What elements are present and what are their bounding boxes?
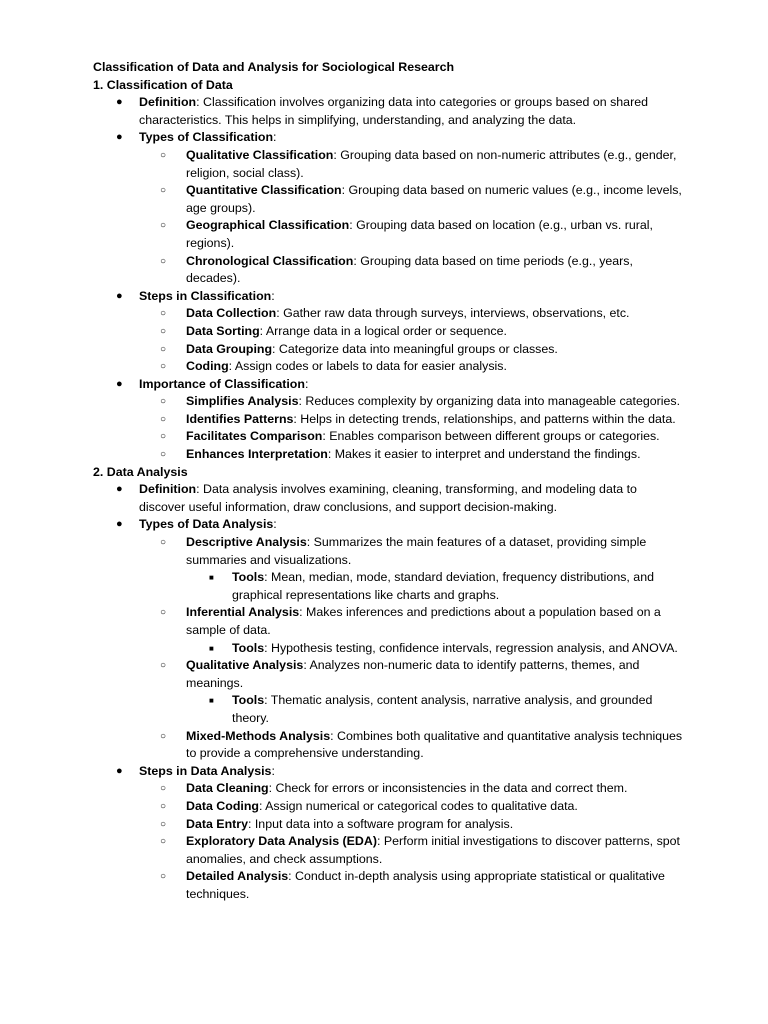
- item-description: : Mean, median, mode, standard deviation, frequency distributions, and graphical representations like charts and graphs.: [232, 570, 654, 602]
- item-text: [186, 324, 507, 338]
- sub-bullet-item: [139, 728, 683, 763]
- item-term: Definition: [139, 482, 197, 497]
- section-heading-text: 1. Classification of Data: [93, 77, 233, 92]
- item-term: Exploratory Data Analysis (EDA): [186, 834, 377, 849]
- item-term: Tools: [232, 693, 265, 708]
- bullet-marker: ○: [160, 537, 167, 549]
- item-text: [186, 781, 627, 795]
- item-term: Qualitative Analysis: [186, 658, 304, 673]
- bullet-marker: ○: [160, 361, 167, 373]
- bullet-list: [139, 534, 683, 763]
- item-term: Detailed Analysis: [186, 869, 289, 884]
- item-description: : Categorize data into meaningful groups or classes.: [272, 341, 558, 356]
- item-description: : Combines both qualitative and quantitative analysis techniques to provide a comprehensive understanding.: [186, 728, 683, 761]
- item-description: : Data analysis involves examining, cleaning, transforming, and modeling data to discover useful information, draw conclusions, and support decision-making.: [139, 482, 637, 514]
- item-term: Coding: [186, 359, 229, 374]
- item-text: [139, 288, 683, 306]
- sub-bullet-item: [139, 147, 683, 182]
- item-term: Facilitates Comparison: [186, 429, 323, 444]
- bullet-list: [186, 569, 683, 604]
- item-text: [186, 342, 558, 356]
- item-description: : Grouping data based on time periods (e.g., years, decades).: [186, 253, 633, 286]
- bullet-marker: ○: [160, 871, 167, 883]
- bullet-marker: ○: [160, 431, 167, 443]
- sub-bullet-item: [139, 446, 683, 464]
- item-description: : Classification involves organizing data into categories or groups based on shared characteristics. This helps in simplifying, understanding, and analyzing the data.: [139, 95, 648, 127]
- item-text: [186, 183, 682, 215]
- bullet-marker: ○: [160, 396, 167, 408]
- item-term: Data Sorting: [186, 323, 260, 338]
- item-text: [139, 763, 683, 781]
- item-text: [186, 799, 578, 813]
- sub-bullet-item: [139, 657, 683, 727]
- bullet-marker: ●: [116, 289, 123, 302]
- item-description: :: [273, 517, 277, 532]
- item-description: :: [273, 130, 277, 145]
- bullet-marker: ○: [160, 800, 167, 812]
- bullet-marker: ●: [116, 96, 123, 109]
- item-term: Inferential Analysis: [186, 605, 300, 620]
- sub-bullet-item: [139, 182, 683, 217]
- bullet-marker: ○: [160, 308, 167, 320]
- item-term: Chronological Classification: [186, 253, 354, 268]
- item-description: : Assign numerical or categorical codes to qualitative data.: [258, 798, 578, 813]
- sub-bullet-item: [139, 798, 683, 816]
- bullet-item: [93, 94, 683, 129]
- item-description: : Reduces complexity by organizing data into manageable categories.: [298, 394, 681, 409]
- bullet-marker: ■: [209, 643, 214, 653]
- item-text: [186, 359, 507, 373]
- item-text: [186, 429, 660, 443]
- sub-sub-bullet-item: [186, 569, 683, 604]
- item-description: : Perform initial investigations to discover patterns, spot anomalies, and check assumptions.: [186, 834, 680, 866]
- bullet-list: [186, 640, 683, 658]
- bullet-marker: ●: [116, 131, 123, 144]
- sub-sub-bullet-item: [186, 640, 683, 658]
- section-heading: [93, 464, 683, 482]
- item-text: [186, 218, 653, 250]
- sub-bullet-item: [139, 604, 683, 657]
- bullet-list: [139, 393, 683, 463]
- item-term: Tools: [232, 640, 265, 655]
- bullet-marker: ■: [209, 573, 214, 583]
- section: [93, 464, 683, 904]
- sub-bullet-item: [139, 305, 683, 323]
- bullet-marker: ○: [160, 325, 167, 337]
- bullet-list: [186, 692, 683, 727]
- bullet-list: [93, 481, 683, 903]
- item-description: : Grouping data based on numeric values (e.g., income levels, age groups).: [186, 183, 682, 215]
- item-description: : Gather raw data through surveys, interviews, observations, etc.: [276, 306, 630, 321]
- bullet-marker: ●: [116, 518, 123, 531]
- item-text: [232, 693, 652, 725]
- bullet-marker: ○: [160, 343, 167, 355]
- item-text: [186, 658, 639, 690]
- bullet-marker: ●: [116, 483, 123, 496]
- bullet-list: [139, 780, 683, 903]
- item-text: [232, 570, 654, 602]
- bullet-list: [93, 94, 683, 463]
- item-text: [186, 869, 665, 901]
- item-description: : Grouping data based on location (e.g., urban vs. rural, regions).: [186, 218, 653, 250]
- item-description: : Conduct in-depth analysis using appropriate statistical or qualitative techniques.: [186, 869, 665, 901]
- item-term: Steps in Classification: [139, 288, 272, 303]
- item-description: : Check for errors or inconsistencies in the data and correct them.: [268, 781, 628, 796]
- item-description: : Arrange data in a logical order or sequence.: [259, 323, 507, 338]
- item-description: : Assign codes or labels to data for easier analysis.: [228, 359, 507, 374]
- bullet-marker: ○: [160, 185, 167, 197]
- item-term: Types of Data Analysis: [139, 517, 274, 532]
- item-text: [139, 94, 683, 129]
- bullet-marker: ○: [160, 607, 167, 619]
- bullet-marker: ○: [160, 836, 167, 848]
- item-description: : Enables comparison between different groups or categories.: [322, 429, 660, 444]
- sub-bullet-item: [139, 411, 683, 429]
- item-term: Descriptive Analysis: [186, 535, 307, 550]
- bullet-marker: ●: [116, 377, 123, 390]
- item-description: : Analyzes non-numeric data to identify patterns, themes, and meanings.: [186, 658, 640, 690]
- item-description: : Hypothesis testing, confidence intervals, regression analysis, and ANOVA.: [264, 640, 678, 655]
- sub-bullet-item: [139, 323, 683, 341]
- section: [93, 77, 683, 464]
- item-term: Mixed-Methods Analysis: [186, 728, 331, 743]
- sub-bullet-item: [139, 428, 683, 446]
- item-term: Geographical Classification: [186, 218, 350, 233]
- item-term: Data Entry: [186, 816, 248, 831]
- bullet-list: [139, 305, 683, 375]
- sub-bullet-item: [139, 816, 683, 834]
- item-term: Data Coding: [186, 798, 259, 813]
- item-text: [186, 148, 676, 180]
- bullet-marker: ■: [209, 696, 214, 706]
- item-term: Importance of Classification: [139, 376, 305, 391]
- item-term: Simplifies Analysis: [186, 394, 299, 409]
- bullet-marker: ○: [160, 220, 167, 232]
- item-term: Data Cleaning: [186, 781, 269, 796]
- sub-bullet-item: [139, 534, 683, 604]
- item-term: Identifies Patterns: [186, 411, 294, 426]
- item-term: Qualitative Classification: [186, 147, 334, 162]
- section-heading-text: 2. Data Analysis: [93, 464, 188, 479]
- sub-bullet-item: [139, 868, 683, 903]
- item-description: : Thematic analysis, content analysis, narrative analysis, and grounded theory.: [232, 693, 653, 725]
- section-heading: [93, 77, 683, 95]
- item-description: : Makes it easier to interpret and understand the findings.: [327, 447, 641, 462]
- sub-bullet-item: [139, 217, 683, 252]
- sub-bullet-item: [139, 358, 683, 376]
- item-term: Data Grouping: [186, 341, 273, 356]
- item-description: : Makes inferences and predictions about a population based on a sample of data.: [186, 605, 661, 637]
- item-text: [186, 817, 513, 831]
- bullet-item: [93, 516, 683, 762]
- item-term: Steps in Data Analysis: [139, 763, 272, 778]
- item-text: [139, 481, 683, 516]
- sub-bullet-item: [139, 833, 683, 868]
- item-text: [186, 254, 633, 286]
- sub-bullet-item: [139, 780, 683, 798]
- item-text: [186, 729, 682, 761]
- item-description: :: [271, 763, 275, 778]
- bullet-marker: ○: [160, 660, 167, 672]
- bullet-item: [93, 481, 683, 516]
- item-description: : Input data into a software program for analysis.: [247, 816, 514, 831]
- item-description: : Helps in detecting trends, relationships, and patterns within the data.: [293, 411, 676, 426]
- item-term: Data Collection: [186, 306, 277, 321]
- sub-bullet-item: [139, 341, 683, 359]
- bullet-marker: ○: [160, 149, 167, 161]
- bullet-marker: ○: [160, 818, 167, 830]
- bullet-list: [139, 147, 683, 288]
- sub-bullet-item: [139, 393, 683, 411]
- item-term: Tools: [232, 570, 265, 585]
- document-sections: [93, 77, 683, 904]
- bullet-marker: ○: [160, 730, 167, 742]
- item-text: [186, 535, 646, 567]
- sub-sub-bullet-item: [186, 692, 683, 727]
- bullet-marker: ○: [160, 449, 167, 461]
- item-term: Definition: [139, 95, 197, 110]
- item-text: [139, 516, 683, 534]
- item-text: [139, 129, 683, 147]
- bullet-marker: ●: [116, 764, 123, 777]
- item-description: : Grouping data based on non-numeric attributes (e.g., gender, religion, social class).: [186, 147, 677, 180]
- item-text: [186, 412, 676, 426]
- sub-bullet-item: [139, 253, 683, 288]
- document-title: Classification of Data and Analysis for Sociological Research: [93, 60, 455, 74]
- item-text: [186, 447, 641, 461]
- item-text: [232, 641, 678, 655]
- bullet-marker: ○: [160, 255, 167, 267]
- item-description: :: [304, 376, 309, 391]
- bullet-item: [93, 129, 683, 287]
- item-term: Enhances Interpretation: [186, 447, 328, 462]
- item-description: : Summarizes the main features of a dataset, providing simple summaries and visualizations.: [186, 535, 647, 567]
- bullet-marker: ○: [160, 413, 167, 425]
- bullet-item: [93, 288, 683, 376]
- document-page: [93, 59, 683, 904]
- item-text: [186, 605, 661, 637]
- item-description: :: [271, 288, 275, 303]
- bullet-item: [93, 763, 683, 904]
- item-text: [139, 376, 683, 394]
- item-text: [186, 306, 630, 320]
- bullet-marker: ○: [160, 783, 167, 795]
- item-text: [186, 394, 680, 408]
- bullet-item: [93, 376, 683, 464]
- item-term: Quantitative Classification: [186, 183, 342, 198]
- item-text: [186, 834, 680, 866]
- item-term: Types of Classification: [139, 130, 274, 145]
